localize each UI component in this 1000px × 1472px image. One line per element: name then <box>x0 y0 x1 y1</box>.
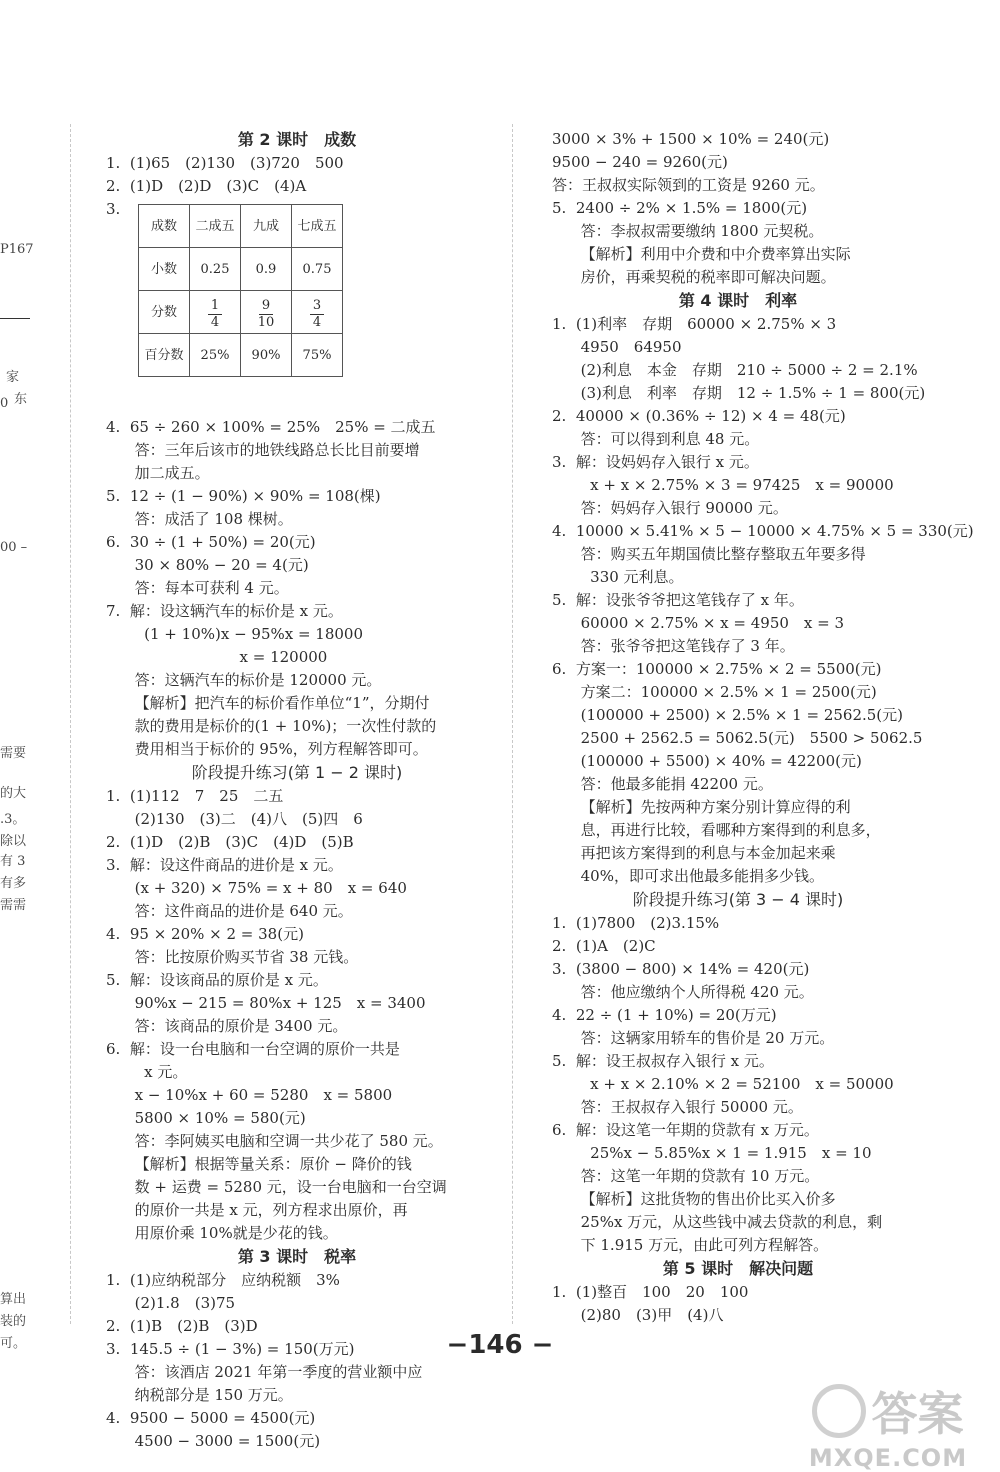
fraction-table-block <box>106 198 488 416</box>
table-cell: 百分数 <box>139 334 190 377</box>
answer-line: 答：成活了 108 棵树。 <box>106 510 293 528</box>
fraction-numerator: 1 <box>210 298 220 313</box>
section-heading-lesson4: 第 4 课时 利率 <box>678 291 798 310</box>
answer-line: 4500 − 3000 = 1500(元) <box>106 1432 321 1450</box>
section-heading-lesson5: 第 5 课时 解决问题 <box>662 1259 814 1278</box>
answer-line: x − 10%x + 60 = 5280 x = 5800 <box>106 1086 393 1104</box>
edge-fragment: 有多 <box>0 876 27 891</box>
answer-line: 5. 12 ÷ (1 − 90%) × 90% = 108(棵) <box>106 487 381 505</box>
conversion-table <box>138 204 343 377</box>
edge-fragment: 需要 <box>0 746 27 761</box>
section-heading-stage-practice-1: 阶段提升练习(第 1 − 2 课时) <box>191 763 403 782</box>
answer-line: 2500 + 2562.5 = 5062.5(元) 5500 > 5062.5 <box>552 729 923 747</box>
answer-line: 答：他最多能捐 42200 元。 <box>552 775 773 793</box>
answer-block <box>106 785 488 1245</box>
answer-line: (100000 + 2500) × 2.5% × 1 = 2562.5(元) <box>552 706 904 724</box>
answer-line: 答：这辆家用轿车的售价是 20 万元。 <box>552 1029 835 1047</box>
table-cell-fraction <box>190 291 241 334</box>
edge-fragment: 可。 <box>0 1336 27 1351</box>
answer-line: 25%x 万元，从这些钱中减去贷款的利息，剩 <box>552 1213 883 1231</box>
answer-line: x = 120000 <box>106 648 328 666</box>
answer-line: x 元。 <box>106 1063 188 1081</box>
edge-fragment: .3。 <box>0 812 26 827</box>
answer-line: (3)利息 利率 存期 12 ÷ 1.5% ÷ 1 = 800(元) <box>552 384 926 402</box>
answer-line: 3. 145.5 ÷ (1 − 3%) = 150(万元) <box>106 1340 355 1358</box>
answer-line: 【解析】先按两种方案分别计算应得的利 <box>552 798 851 816</box>
answer-line: 3. (3800 − 800) × 14% = 420(元) <box>552 960 810 978</box>
answer-line: 1. (1)112 7 25 二五 <box>106 787 284 805</box>
answer-line: 4. 22 ÷ (1 + 10%) = 20(万元) <box>552 1006 777 1024</box>
table-cell: 九成 <box>241 205 292 248</box>
answer-line: 【解析】这批货物的售出价比买入价多 <box>552 1190 836 1208</box>
table-cell: 0.9 <box>241 248 292 291</box>
answer-line: 5. 2400 ÷ 2% × 1.5% = 1800(元) <box>552 199 808 217</box>
answer-line: 1. (1)65 (2)130 (3)720 500 <box>106 154 344 172</box>
left-column <box>106 128 488 1453</box>
answer-line: 【解析】把汽车的标价看作单位“1”，分期付 <box>106 694 430 712</box>
column-divider <box>512 124 513 1324</box>
table-row <box>139 291 343 334</box>
answer-line: 答：比按原价购买节省 38 元钱。 <box>106 948 359 966</box>
section-heading-lesson2: 第 2 课时 成数 <box>237 130 357 149</box>
answer-line: 6. 解：设一台电脑和一台空调的原价一共是 <box>106 1040 400 1058</box>
answer-line: 4. 9500 − 5000 = 4500(元) <box>106 1409 316 1427</box>
table-cell-fraction <box>292 291 343 334</box>
table-cell-fraction <box>241 291 292 334</box>
edge-fragment: 除以 <box>0 834 27 849</box>
answer-line: 答：这辆汽车的标价是 120000 元。 <box>106 671 382 689</box>
answer-line: 答：妈妈存入银行 90000 元。 <box>552 499 788 517</box>
answer-line: 4950 64950 <box>552 338 682 356</box>
answer-line: 纳税部分是 150 万元。 <box>106 1386 293 1404</box>
answer-line: 【解析】根据等量关系：原价 − 降价的钱 <box>106 1155 412 1173</box>
table-cell: 分数 <box>139 291 190 334</box>
fraction-denominator: 4 <box>312 315 322 330</box>
answer-line: 下 1.915 万元，由此可列方程解答。 <box>552 1236 829 1254</box>
watermark-title: 答案 <box>871 1387 964 1441</box>
answer-line: 答：三年后该市的地铁线路总长比目前要增 <box>106 441 420 459</box>
answer-line: 1. (1)7800 (2)3.15% <box>552 914 720 932</box>
answer-line: 2. 40000 × (0.36% ÷ 12) × 4 = 48(元) <box>552 407 846 425</box>
answer-line: 4. 10000 × 5.41% × 5 − 10000 × 4.75% × 5 = 330(元) <box>552 522 974 540</box>
answer-line: (1 + 10%)x − 95%x = 18000 <box>106 625 364 643</box>
answer-line: 款的费用是标价的(1 + 10%)；一次性付款的 <box>106 717 437 735</box>
answer-line: 3000 × 3% + 1500 × 10% = 240(元) <box>552 130 830 148</box>
left-edge-rule <box>0 318 30 319</box>
answer-line: 费用相当于标价的 95%，列方程解答即可。 <box>106 740 428 758</box>
answer-line: 答：这笔一年期的贷款有 10 万元。 <box>552 1167 820 1185</box>
fraction <box>310 299 324 330</box>
answer-line: (2)1.8 (3)75 <box>106 1294 236 1312</box>
answer-line: 【解析】利用中介费和中介费率算出实际 <box>552 245 851 263</box>
answer-line: 5. 解：设该商品的原价是 x 元。 <box>106 971 328 989</box>
fraction <box>208 299 222 330</box>
table-cell: 75% <box>292 334 343 377</box>
answer-line: 2. (1)D (2)B (3)C (4)D (5)B <box>106 833 354 851</box>
answer-line: 房价，再乘契税的税率即可解决问题。 <box>552 268 836 286</box>
answer-line: 答：这件商品的进价是 640 元。 <box>106 902 353 920</box>
answer-line: 答：该商品的原价是 3400 元。 <box>106 1017 348 1035</box>
fraction <box>258 299 275 330</box>
fraction-denominator: 10 <box>257 315 275 330</box>
table-cell: 成数 <box>139 205 190 248</box>
answer-line: 5. 解：设张爷爷把这笔钱存了 x 年。 <box>552 591 804 609</box>
answer-line: 4. 95 × 20% × 2 = 38(元) <box>106 925 304 943</box>
watermark <box>788 1378 988 1472</box>
answer-line: 5800 × 10% = 580(元) <box>106 1109 306 1127</box>
answer-line: 答：该酒店 2021 年第一季度的营业额中应 <box>106 1363 423 1381</box>
answer-line: 6. 方案一：100000 × 2.75% × 2 = 5500(元) <box>552 660 882 678</box>
answer-line: 2. (1)D (2)D (3)C (4)A <box>106 177 307 195</box>
answer-line: (100000 + 5500) × 40% = 42200(元) <box>552 752 862 770</box>
table-cell: 二成五 <box>190 205 241 248</box>
answer-line: 加二成五。 <box>106 464 210 482</box>
left-margin-divider <box>70 124 71 1324</box>
answer-line: 答：可以得到利息 48 元。 <box>552 430 760 448</box>
answer-line: 2. (1)B (2)B (3)D <box>106 1317 258 1335</box>
edge-fragment: 00 – <box>0 540 28 555</box>
table-cell: 小数 <box>139 248 190 291</box>
section-heading-lesson3: 第 3 课时 税率 <box>237 1247 357 1266</box>
answer-line: x + x × 2.10% × 2 = 52100 x = 50000 <box>552 1075 894 1093</box>
edge-fragment: 有 3 <box>0 854 26 869</box>
edge-fragment: P167 <box>0 242 34 257</box>
answer-line: 用原价乘 10%就是少花的钱。 <box>106 1224 338 1242</box>
answer-block <box>552 912 924 1257</box>
fraction-denominator: 4 <box>210 315 220 330</box>
edge-fragment: 东 <box>14 392 28 407</box>
answer-line: 1. (1)利率 存期 60000 × 2.75% × 3 <box>552 315 837 333</box>
table-row <box>139 205 343 248</box>
answer-line: 答：张爷爷把这笔钱存了 3 年。 <box>552 637 795 655</box>
answer-line: 1. (1)整百 100 20 100 <box>552 1283 749 1301</box>
answer-line: 60000 × 2.75% × x = 4950 x = 3 <box>552 614 845 632</box>
answer-line: 40%，即可求出他最多能捐多少钱。 <box>552 867 824 885</box>
answer-line: 25%x − 5.85%x × 1 = 1.915 x = 10 <box>552 1144 872 1162</box>
table-cell: 七成五 <box>292 205 343 248</box>
answer-line: 答：购买五年期国债比整存整取五年要多得 <box>552 545 866 563</box>
answer-line: (2)80 (3)甲 (4)八 <box>552 1306 724 1324</box>
edge-fragment: 算出 <box>0 1292 27 1307</box>
answer-line: 3. 解：设妈妈存入银行 x 元。 <box>552 453 759 471</box>
answer-line: 3. 解：设这件商品的进价是 x 元。 <box>106 856 343 874</box>
page-number: −146 − <box>446 1330 554 1360</box>
answer-line: 方案二：100000 × 2.5% × 1 = 2500(元) <box>552 683 877 701</box>
answer-line: 6. 30 ÷ (1 + 50%) = 20(元) <box>106 533 316 551</box>
answer-block <box>106 152 488 198</box>
right-column <box>552 128 974 1327</box>
table-row <box>139 248 343 291</box>
answer-line: 90%x − 215 = 80%x + 125 x = 3400 <box>106 994 426 1012</box>
answer-line: 7. 解：设这辆汽车的标价是 x 元。 <box>106 602 343 620</box>
watermark-logo-icon <box>812 1384 866 1438</box>
answer-line: 数 + 运费 = 5280 元，设一台电脑和一台空调 <box>106 1178 447 1196</box>
answer-line: 30 × 80% − 20 = 4(元) <box>106 556 309 574</box>
table-cell: 25% <box>190 334 241 377</box>
answer-line: 再把该方案得到的利息与本金加起来乘 <box>552 844 836 862</box>
edge-fragment: 的大 <box>0 786 27 801</box>
table-row <box>139 334 343 377</box>
table-cell: 0.75 <box>292 248 343 291</box>
answer-line: 6. 解：设这笔一年期的贷款有 x 万元。 <box>552 1121 819 1139</box>
edge-fragment: 需需 <box>0 898 27 913</box>
answer-block <box>106 416 488 761</box>
answer-line: 4. 65 ÷ 260 × 100% = 25% 25% = 二成五 <box>106 418 436 436</box>
edge-fragment: 装的 <box>0 1314 27 1329</box>
answer-line: 答：李叔叔需要缴纳 1800 元契税。 <box>552 222 824 240</box>
answer-line: 5. 解：设王叔叔存入银行 x 元。 <box>552 1052 774 1070</box>
answer-line: (x + 320) × 75% = x + 80 x = 640 <box>106 879 407 897</box>
answer-line: 答：李阿姨买电脑和空调一共少花了 580 元。 <box>106 1132 443 1150</box>
question-number: 3. <box>106 200 121 218</box>
fraction-numerator: 3 <box>312 298 322 313</box>
edge-fragment: 0 <box>0 396 9 411</box>
answer-block <box>552 128 924 289</box>
answer-line: 答：王叔叔实际领到的工资是 9260 元。 <box>552 176 825 194</box>
answer-line: 答：他应缴纳个人所得税 420 元。 <box>552 983 814 1001</box>
answer-line: (2)130 (3)二 (4)八 (5)四 6 <box>106 810 363 828</box>
answer-line: x + x × 2.75% × 3 = 97425 x = 90000 <box>552 476 894 494</box>
answer-line: 息，再进行比较，看哪种方案得到的利息多， <box>552 821 881 839</box>
fraction-numerator: 9 <box>261 298 271 313</box>
answer-line: 9500 − 240 = 9260(元) <box>552 153 728 171</box>
edge-fragment: 家 <box>6 370 20 385</box>
answer-line: 答：王叔叔存入银行 50000 元。 <box>552 1098 803 1116</box>
answer-block <box>552 1281 924 1327</box>
answer-line: 的原价一共是 x 元，列方程求出原价，再 <box>106 1201 408 1219</box>
table-cell: 90% <box>241 334 292 377</box>
table-cell: 0.25 <box>190 248 241 291</box>
answer-line: 答：每本可获利 4 元。 <box>106 579 289 597</box>
answer-line: 1. (1)应纳税部分 应纳税额 3% <box>106 1271 340 1289</box>
watermark-url: MXQE.COM <box>808 1444 968 1472</box>
answer-line: 2. (1)A (2)C <box>552 937 656 955</box>
answer-line: (2)利息 本金 存期 210 ÷ 5000 ÷ 2 = 2.1% <box>552 361 918 379</box>
answer-block <box>106 1269 488 1453</box>
answer-line: 330 元利息。 <box>552 568 684 586</box>
section-heading-stage-practice-2: 阶段提升练习(第 3 − 4 课时) <box>632 890 844 909</box>
answer-block <box>552 313 974 888</box>
